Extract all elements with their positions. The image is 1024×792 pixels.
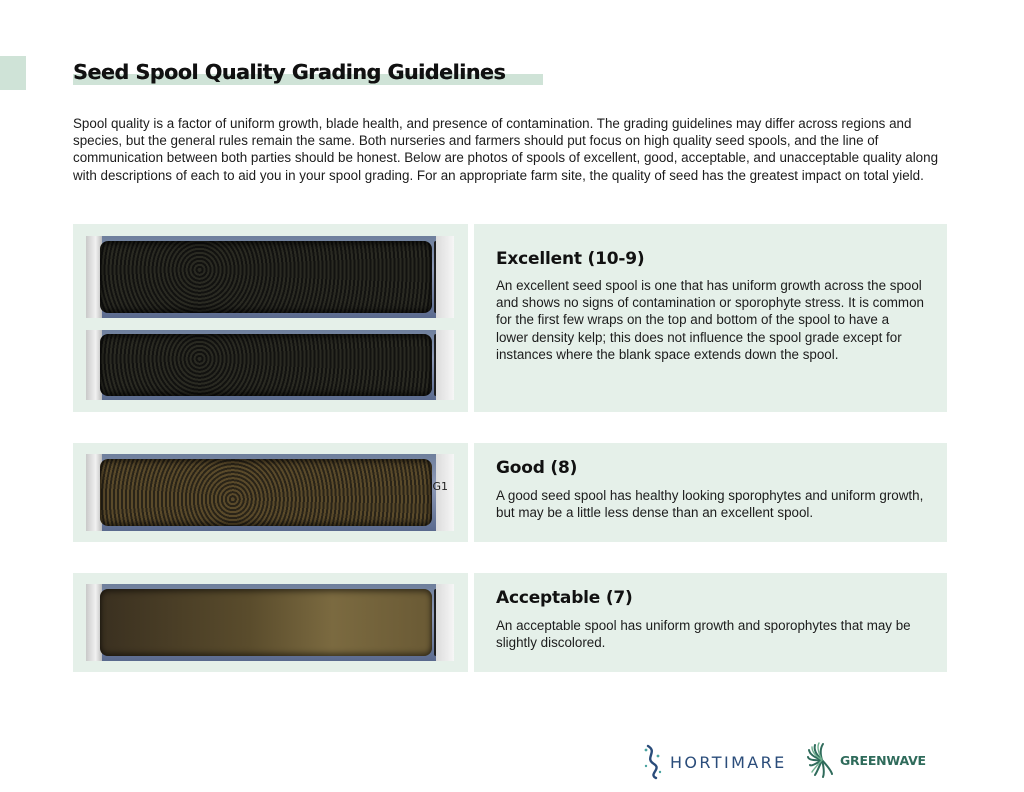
grade-title-excellent: Excellent (10-9) bbox=[496, 249, 645, 269]
page-title: Seed Spool Quality Grading Guidelines bbox=[73, 60, 506, 84]
spool-tag-label: G1 bbox=[432, 480, 448, 493]
grade-row-acceptable bbox=[73, 573, 947, 672]
grade-desc-excellent: An excellent seed spool is one that has uniform growth across the spool and shows no signs of contamination or sporophyte stress. It is common for the first few wraps on the top and bottom of the spool to have a lower density kelp; this does not influence the spool grade except for instances where the blank space extends down the spool. bbox=[496, 278, 924, 362]
grade-title-acceptable: Acceptable (7) bbox=[496, 588, 633, 608]
photo-panel-good bbox=[73, 443, 468, 542]
greenwave-logo bbox=[807, 742, 926, 778]
greenwave-wordmark: GREENWAVE bbox=[840, 752, 926, 768]
photo-panel-excellent bbox=[73, 224, 468, 412]
text-panel-excellent bbox=[474, 224, 947, 412]
intro-paragraph: Spool quality is a factor of uniform growth, blade health, and presence of contamination. The grading guidelines may differ across regions and species, but the general rules remain the same. Both nurseries and farmers should put focus on high quality seed spools, and the line of communication between both parties should be honest. Below are photos of spools of excellent, good, acceptable, and unacceptable quality along with descriptions of each to aid you in your spool grading. For an appropriate farm site, the quality of seed has the greatest impact on total yield. bbox=[73, 116, 939, 183]
grade-title-good: Good (8) bbox=[496, 458, 578, 478]
hortimare-logo bbox=[642, 744, 787, 780]
spool-photo-acceptable bbox=[86, 584, 454, 661]
spool-photo-excellent-1 bbox=[86, 236, 454, 318]
title-block bbox=[73, 60, 505, 84]
grade-row-excellent bbox=[73, 224, 947, 412]
text-panel-acceptable bbox=[474, 573, 947, 672]
text-panel-good bbox=[474, 443, 947, 542]
grade-row-good bbox=[73, 443, 947, 542]
grade-desc-acceptable: An acceptable spool has uniform growth and sporophytes that may be slightly discolored. bbox=[496, 618, 911, 651]
photo-panel-acceptable bbox=[73, 573, 468, 672]
spool-photo-good bbox=[86, 454, 454, 531]
hortimare-helix-icon bbox=[642, 744, 664, 780]
side-tab-marker bbox=[0, 56, 26, 90]
grade-desc-good: A good seed spool has healthy looking sporophytes and uniform growth, but may be a little less dense than an excellent spool. bbox=[496, 488, 924, 521]
greenwave-wave-icon bbox=[807, 742, 837, 778]
hortimare-wordmark: HORTIMARE bbox=[670, 752, 787, 772]
spool-photo-excellent-2 bbox=[86, 330, 454, 400]
